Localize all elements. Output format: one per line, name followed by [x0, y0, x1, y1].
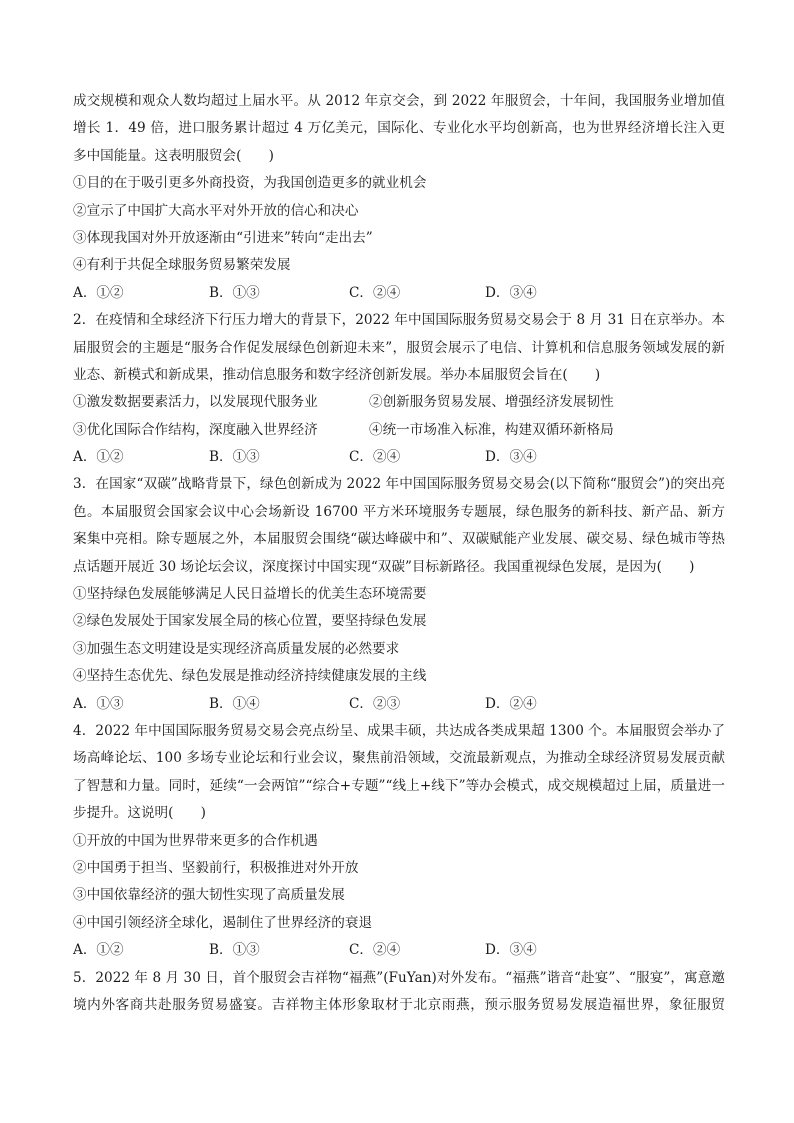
statement-option: ③体现我国对外开放逐渐由“引进来”转向“走出去” [73, 229, 373, 246]
question-stem-line: 3．在国家“双碳”战略背景下，绿色创新成为 2022 年中国国际服务贸易交易会(以下简称“服贸会”)的突出亮 [73, 476, 725, 493]
choice-d: D．③④ [485, 449, 537, 466]
question-stem-line: 2．在疫情和全球经济下行压力增大的背景下，2022 年中国国际服务贸易交易会于 8 月 31 日在京举办。本 [73, 312, 725, 329]
answer-choices [73, 444, 725, 471]
statement-option: ②绿色发展处于国家发展全局的核心位置，要坚持绿色发展 [73, 613, 427, 630]
statement-option: ③加强生态文明建设是实现经济高质量发展的必然要求 [73, 640, 400, 657]
statement-option: ④坚持生态优先、绿色发展是推动经济持续健康发展的主线 [73, 668, 427, 685]
choice-b: B．①③ [209, 284, 260, 301]
choice-d: D．③④ [485, 284, 537, 301]
statement-option: ①激发数据要素活力，以发展现代服务业 [73, 394, 318, 411]
question-stem-line: 步提升。这说明( ) [73, 805, 206, 822]
question-4 [73, 718, 725, 965]
statement-option: ③优化国际合作结构，深度融入世界经济 [73, 421, 318, 438]
question-stem-line: 色。本届服贸会国家会议中心会场新设 16700 平方米环境服务专题展，绿色服务的新科技、新产品、新方 [73, 503, 725, 520]
question-3 [73, 471, 725, 718]
question-stem-line: 4．2022 年中国国际服务贸易交易会亮点纷呈、成果丰硕，共达成各类成果超 1300 个。本届服贸会举办了 [73, 722, 725, 739]
statement-option: ①开放的中国为世界带来更多的合作机遇 [73, 832, 318, 849]
choice-b: B．①③ [209, 449, 260, 466]
choice-c: C．②④ [349, 284, 401, 301]
statement-option: ②宣示了中国扩大高水平对外开放的信心和决心 [73, 202, 359, 219]
answer-choices [73, 937, 725, 964]
statement-option-row [73, 389, 725, 416]
statement-option: ④统一市场准入标准，构建双循环新格局 [369, 421, 614, 438]
page-content [73, 88, 725, 1019]
question-stem-line: 多中国能量。这表明服贸会( ) [73, 147, 274, 164]
statement-option: ①坚持绿色发展能够满足人民日益增长的优美生态环境需要 [73, 586, 427, 603]
statement-option: ④有利于共促全球服务贸易繁荣发展 [73, 257, 291, 274]
choice-a: A．①② [73, 942, 124, 959]
question-stem-line: 届服贸会的主题是“服务合作促发展绿色创新迎未来”，服贸会展示了电信、计算机和信息服务领域发展的新 [73, 339, 725, 356]
answer-choices [73, 691, 725, 718]
question-stem-line: 案集中亮相。除专题展之外，本届服贸会围绕“碳达峰碳中和”、双碳赋能产业发展、碳交易、绿色城市等热 [73, 531, 725, 548]
choice-d: D．③④ [485, 942, 537, 959]
question-stem-line: 5．2022 年 8 月 30 日，首个服贸会吉祥物“福燕”(FuYan)对外发布。“福燕”谐音“赴宴”、“服宴”，寓意邀 [73, 969, 725, 986]
statement-option: ③中国依靠经济的强大韧性实现了高质量发展 [73, 887, 345, 904]
choice-c: C．②③ [349, 695, 401, 712]
statement-option: ④中国引领经济全球化，遏制住了世界经济的衰退 [73, 914, 373, 931]
choice-a: A．①② [73, 449, 124, 466]
question-stem-line: 成交规模和观众人数均超过上届水平。从 2012 年京交会，到 2022 年服贸会，十年间，我国服务业增加值 [73, 93, 725, 109]
question-2 [73, 307, 725, 471]
choice-c: C．②④ [349, 449, 401, 466]
question-stem-line: 增长 1．49 倍，进口服务累计超过 4 万亿美元，国际化、专业化水平均创新高，也为世界经济增长注入更 [73, 120, 725, 137]
statement-option: ②中国勇于担当、坚毅前行，积极推进对外开放 [73, 859, 359, 876]
choice-b: B．①④ [209, 695, 260, 712]
question-stem-line: 场高峰论坛、100 多场专业论坛和行业会议，聚焦前沿领域，交流最新观点，为推动全球经济贸易发展贡献 [73, 750, 725, 767]
question-stem-line: 境内外客商共赴服务贸易盛宴。吉祥物主体形象取材于北京雨燕，预示服务贸易发展造福世界，象征服贸 [73, 996, 725, 1013]
question-1-continued [73, 88, 725, 307]
choice-a: A．①③ [73, 695, 124, 712]
question-stem-line: 了智慧和力量。同时，延续“一会两馆”“综合+专题”“线上+线下”等办会模式，成交规模超过上届，质量进一 [73, 777, 725, 794]
choice-c: C．②④ [349, 942, 401, 959]
statement-option: ②创新服务贸易发展、增强经济发展韧性 [369, 394, 614, 411]
answer-choices [73, 280, 725, 307]
question-stem-line: 点话题开展近 30 场论坛会议，深度探讨中国实现“双碳”目标新路径。我国重视绿色发展，是因为( ) [73, 558, 695, 575]
choice-a: A．①② [73, 284, 124, 301]
choice-b: B．①③ [209, 942, 260, 959]
choice-d: D．②④ [485, 695, 537, 712]
statement-option: ①目的在于吸引更多外商投资，为我国创造更多的就业机会 [73, 175, 427, 192]
statement-option-row [73, 417, 725, 444]
question-5 [73, 965, 725, 1020]
question-stem-line: 业态、新模式和新成果，推动信息服务和数字经济创新发展。举办本届服贸会旨在( ) [73, 366, 601, 383]
